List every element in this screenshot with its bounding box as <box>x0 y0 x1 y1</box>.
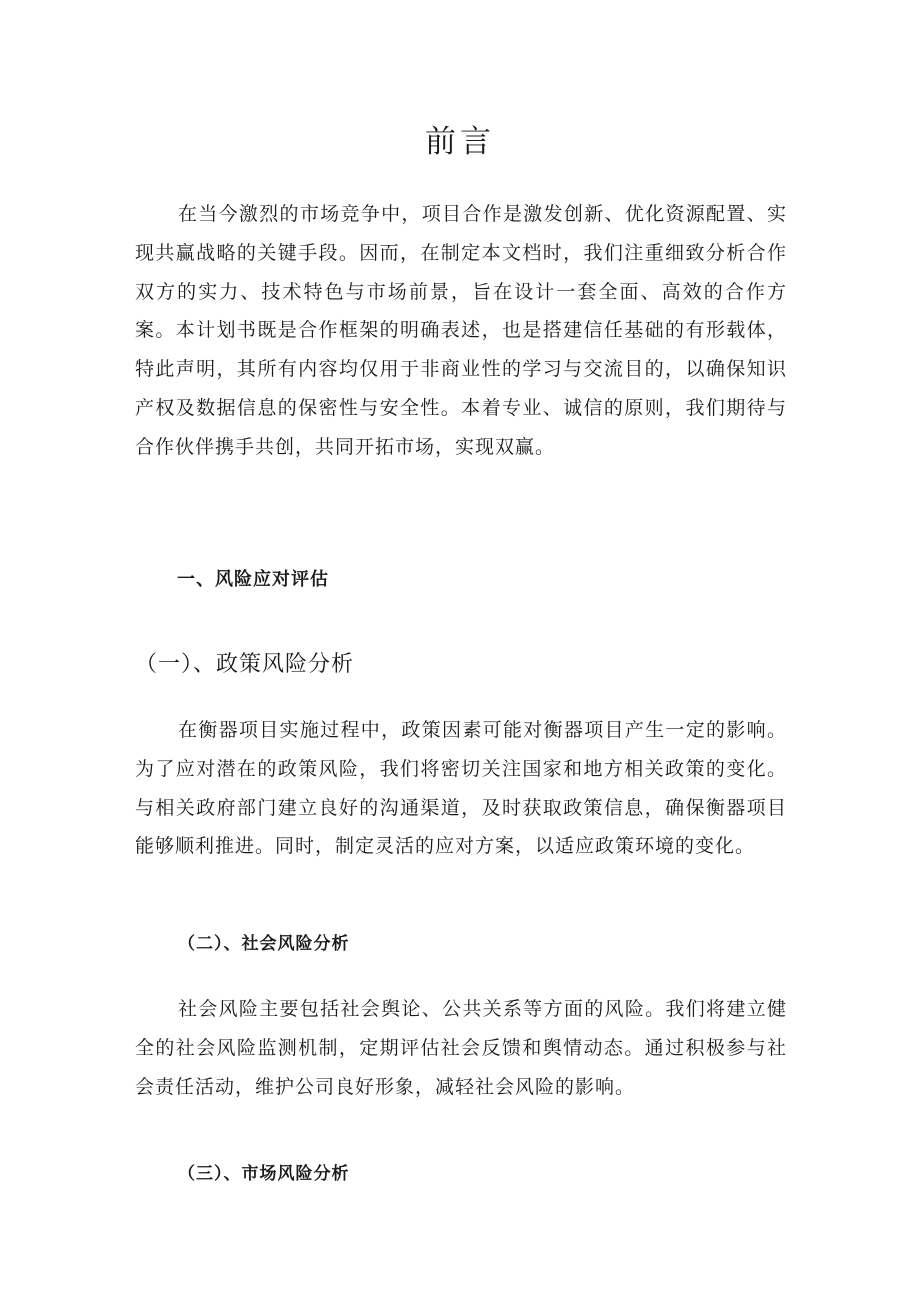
policy-risk-paragraph: 在衡器项目实施过程中，政策因素可能对衡器项目产生一定的影响。为了应对潜在的政策风险，我们将密切关注国家和地方相关政策的变化。与相关政府部门建立良好的沟通渠道，及时获取政策信息，确保衡器项目能够顺利推进。同时，制定灵活的应对方案，以适应政策环境的变化。 <box>135 719 787 858</box>
subsection-heading-social-risk: （二）、社会风险分析 <box>178 934 350 954</box>
social-risk-paragraph: 社会风险主要包括社会舆论、公共关系等方面的风险。我们将建立健全的社会风险监测机制，定期评估社会反馈和舆情动态。通过积极参与社会责任活动，维护公司良好形象，减轻社会风险的影响。 <box>135 998 787 1098</box>
subsection-heading-policy-risk: （一）、政策风险分析 <box>135 652 355 677</box>
page-title: 前言 <box>425 124 495 160</box>
subsection-heading-market-risk: （三）、市场风险分析 <box>178 1164 350 1184</box>
section-heading-risk-assessment: 一、风险应对评估 <box>177 569 329 590</box>
preface-paragraph: 在当今激烈的市场竞争中，项目合作是激发创新、优化资源配置、实现共赢战略的关键手段。因而，在制定本文档时，我们注重细致分析合作双方的实力、技术特色与市场前景，旨在设计一套全面、高效的合作方案。本计划书既是合作框架的明确表述，也是搭建信任基础的有形载体，特此声明，其所有内容均仅用于非商业性的学习与交流目的，以确保知识产权及数据信息的保密性与安全性。本着专业、诚信的原则，我们期待与合作伙伴携手共创，共同开拓市场，实现双赢。 <box>135 203 787 458</box>
